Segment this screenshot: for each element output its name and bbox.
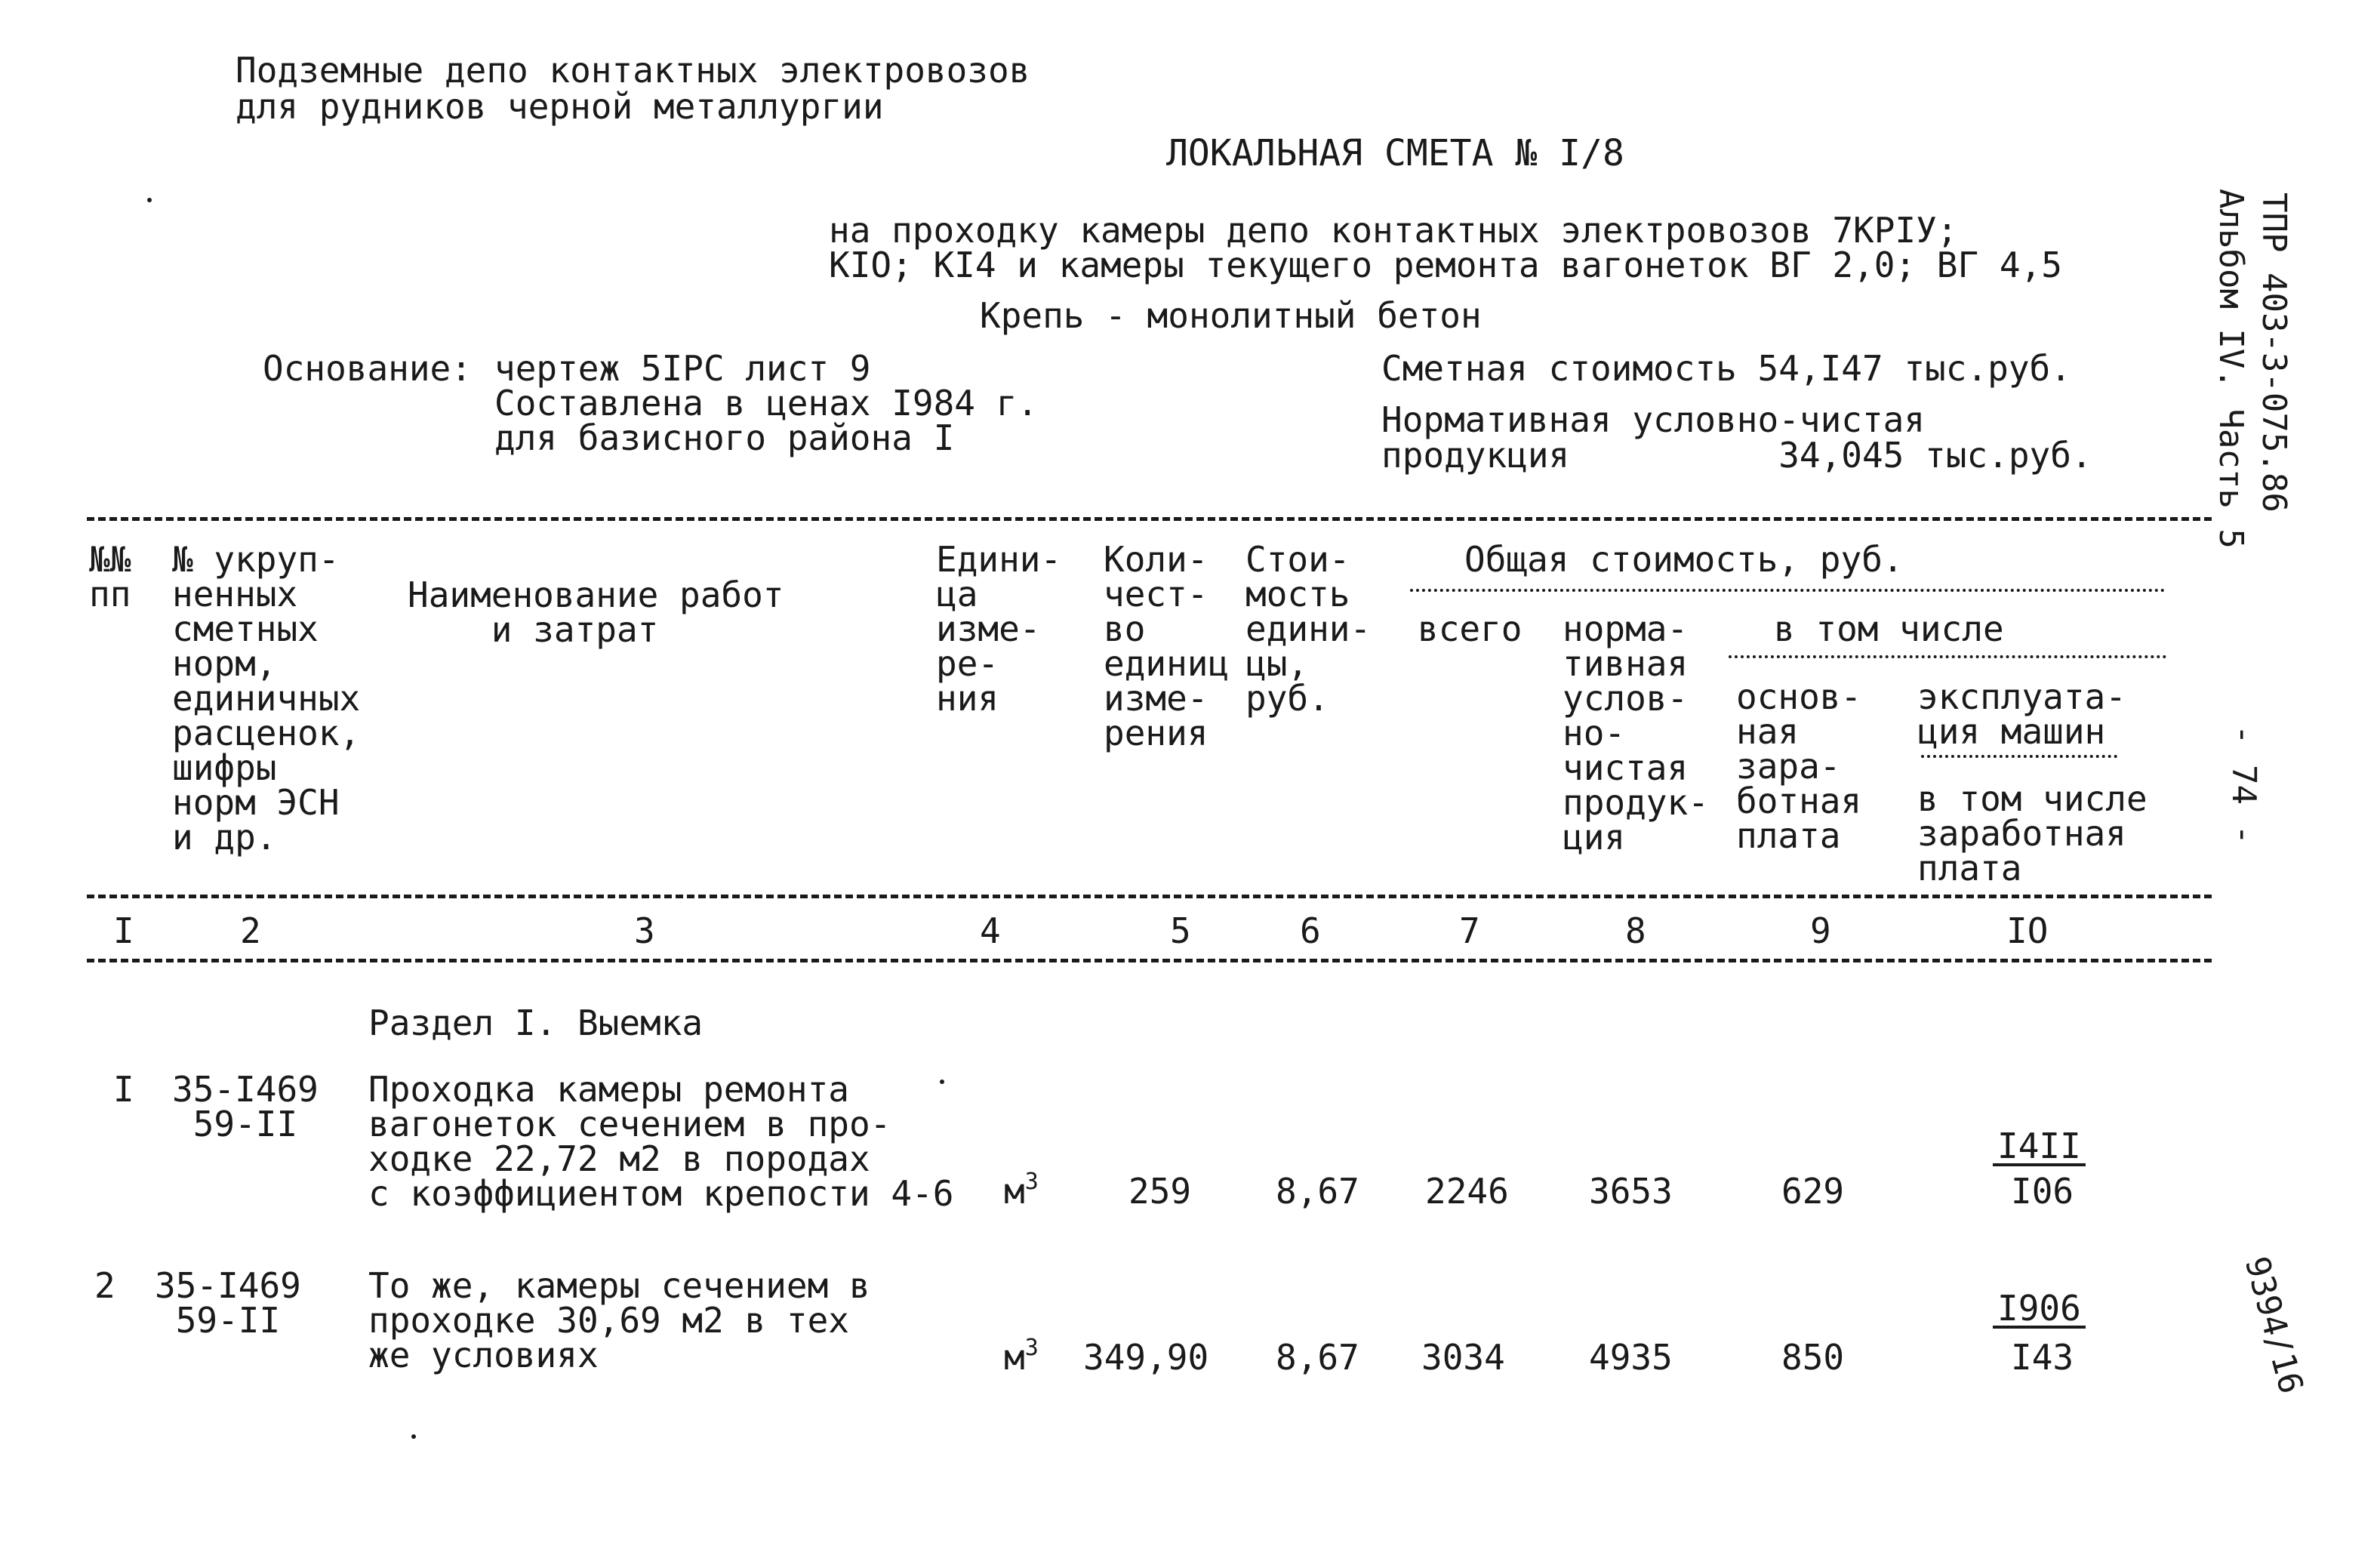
col-number-3: 3 <box>634 910 655 951</box>
row-2-code: 35-I469 59-II <box>155 1265 301 1341</box>
header-including: в том числе <box>1774 608 2004 649</box>
col-number-4: 4 <box>980 910 1001 951</box>
document-title: ЛОКАЛЬНАЯ СМЕТА № I/8 <box>1166 132 1624 174</box>
header-col-10a: эксплуата- ция машин <box>1917 676 2126 752</box>
subtitle-line-1: Подземные депо контактных электровозов <box>236 50 1030 91</box>
header-total-group: Общая стоимость, руб. <box>1464 539 1904 580</box>
col-number-1: I <box>113 910 134 951</box>
header-col-3: Наименование работ и затрат <box>408 574 784 650</box>
header-col-4: Едини- ца изме- ре- ния <box>936 539 1062 719</box>
header-col-9: основ- ная зара- ботная плата <box>1736 676 1862 856</box>
header-col-2: № укруп- ненных сметных норм, единичных расценок, шифры норм ЭСН и др. <box>172 539 361 858</box>
row-2-normative: 4935 <box>1589 1337 1673 1378</box>
col-number-2: 2 <box>240 910 261 951</box>
row-2-machinery: I906 <box>1993 1291 2086 1329</box>
row-2-total: 3034 <box>1421 1337 1505 1378</box>
header-col-10-divider <box>1921 755 2117 758</box>
row-2-unit: $м^3$ <box>1004 1335 1039 1378</box>
row-1-name: Проходка камеры ремонта вагонеток сечением в про- ходке 22,72 м2 в породах с коэффициентом крепости 4-6 <box>368 1069 954 1214</box>
section-heading: Раздел I. Выемка <box>368 1002 704 1043</box>
page-number: - 74 - <box>2225 725 2263 845</box>
col-number-6: 6 <box>1300 910 1321 951</box>
basis-line-2: Составлена в ценах I984 г. <box>494 383 1039 423</box>
header-col-10b: в том числе заработная плата <box>1917 778 2148 889</box>
row-1-machinery-wage: I06 <box>2011 1171 2074 1212</box>
col-number-10: IO <box>2006 910 2049 951</box>
header-col-8: норма- тивная услов- но- чистая продук- ция <box>1563 608 1709 858</box>
side-stamp-album: Альбом IV. Часть 5 <box>2212 189 2250 549</box>
row-2-wage: 850 <box>1781 1337 1845 1378</box>
side-stamp-code: ТПР 403-3-075.86 <box>2255 192 2293 513</box>
row-2-quantity: 349,90 <box>1083 1337 1209 1378</box>
column-numbers-bottom-border <box>87 959 2212 962</box>
scan-speck <box>411 1434 416 1439</box>
purpose-line-2: КIО; КI4 и камеры текущего ремонта вагонеток ВГ 2,0; ВГ 4,5 <box>829 245 2062 285</box>
col-number-7: 7 <box>1459 910 1480 951</box>
header-col-1: №№ пп <box>89 539 131 614</box>
header-col-7: всего <box>1418 608 1523 649</box>
normative-product-line-2: продукция 34,045 тыс.руб. <box>1381 435 2092 476</box>
row-1-code: 35-I469 59-II <box>172 1069 319 1144</box>
row-2-machinery-wage: I43 <box>2011 1337 2074 1378</box>
row-1-unit: $м^3$ <box>1004 1169 1039 1212</box>
inventory-number: 9394/16 <box>2237 1252 2311 1398</box>
scan-speck <box>147 198 152 202</box>
col-number-8: 8 <box>1625 910 1646 951</box>
header-including-underline <box>1729 655 2166 658</box>
basis-line-1: чертеж 5IРС лист 9 <box>494 348 871 389</box>
row-2-name: То же, камеры сечением в проходке 30,69 м2 в тех же условиях <box>368 1265 870 1375</box>
table-top-border <box>87 517 2212 521</box>
row-2-unit-price: 8,67 <box>1276 1337 1359 1378</box>
row-2-number: 2 <box>94 1265 115 1306</box>
row-1-quantity: 259 <box>1128 1171 1192 1212</box>
header-col-5: Коли- чест- во единиц изме- рения <box>1104 539 1230 753</box>
normative-product-line-1: Нормативная условно-чистая <box>1381 399 1926 440</box>
scan-speck <box>940 1079 944 1084</box>
column-numbers-top-border <box>87 895 2212 898</box>
row-1-total: 2246 <box>1425 1171 1509 1212</box>
subtitle-line-2: для рудников черной металлургии <box>236 86 884 127</box>
support-type: Крепь - монолитный бетон <box>980 295 1482 336</box>
row-1-normative: 3653 <box>1589 1171 1673 1212</box>
purpose-line-1: на проходку камеры депо контактных электровозов 7КРIУ; <box>829 210 1958 251</box>
col-number-9: 9 <box>1810 910 1831 951</box>
row-1-number: I <box>113 1069 134 1110</box>
estimated-cost: Сметная стоимость 54,I47 тыс.руб. <box>1381 348 2071 389</box>
header-col-6: Стои- мость едини- цы, руб. <box>1245 539 1372 719</box>
row-1-machinery: I4II <box>1993 1129 2086 1166</box>
basis-label: Основание: <box>263 348 472 389</box>
row-1-unit-price: 8,67 <box>1276 1171 1359 1212</box>
basis-line-3: для базисного района I <box>494 417 955 458</box>
col-number-5: 5 <box>1170 910 1191 951</box>
row-1-wage: 629 <box>1781 1171 1845 1212</box>
header-total-underline <box>1410 589 2165 592</box>
